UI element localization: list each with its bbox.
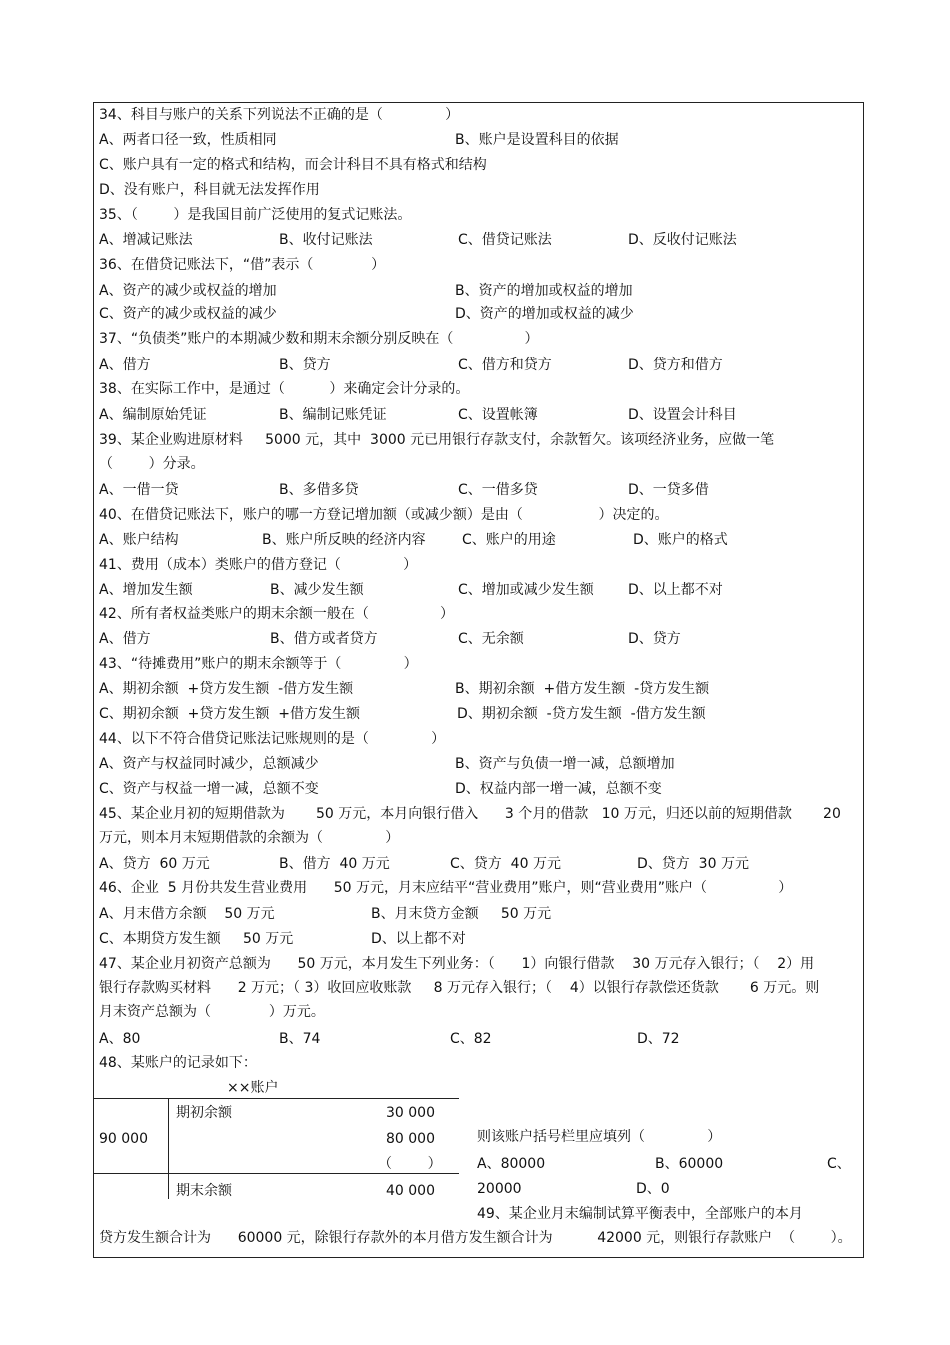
q42-option-b: B、借方或者贷方 [270,631,378,647]
q45-option-b: B、借方 40 万元 [279,856,390,872]
q37-stem: 37、“负债类”账户的本期减少数和期末余额分别反映在（ ） [99,331,539,347]
q36-option-b: B、资产的增加或权益的增加 [455,283,633,299]
q40-option-b: B、账户所反映的经济内容 [262,532,426,548]
q44-option-c: C、资产与权益一增一减，总额不变 [99,781,319,797]
closing-balance-label: 期末余额 [176,1183,232,1199]
q38-option-c: C、设置帐簿 [458,407,538,423]
q43-option-b: B、期初余额 +借方发生额 -贷方发生额 [455,681,710,697]
q34-option-b: B、账户是设置科目的依据 [455,132,619,148]
q44-option-b: B、资产与负债一增一减，总额增加 [455,756,675,772]
q40-stem: 40、在借贷记账法下，账户的哪一方登记增加额（或减少额）是由（ ）决定的。 [99,507,669,523]
closing-balance-amount: 40 000 [386,1183,435,1199]
q46-option-c: C、本期贷方发生额 50 万元 [99,931,294,947]
q38-option-b: B、编制记账凭证 [279,407,387,423]
q46-stem: 46、企业 5 月份共发生营业费用 50 万元，月末应结平“营业费用”账户，则“营业费用”账户（ ） [99,880,793,896]
q47-option-b: B、74 [279,1031,321,1047]
q39-option-a: A、一借一贷 [99,482,179,498]
q34-option-a: A、两者口径一致，性质相同 [99,132,277,148]
q47-stem-line-2: 银行存款购买材料 2 万元；（ 3）收回应收账款 8 万元存入银行；（ 4）以银行存款偿还货款 6 万元。则 [99,980,820,996]
q48-prompt: 则该账户括号栏里应填列（ ） [477,1129,722,1145]
q43-option-d: D、期初余额 -贷方发生额 -借方发生额 [457,706,706,722]
q36-stem: 36、在借贷记账法下，“借”表示（ ） [99,257,386,273]
q34-stem: 34、科目与账户的关系下列说法不正确的是（ ） [99,107,460,123]
q42-option-c: C、无余额 [458,631,524,647]
q47-option-d: D、72 [637,1031,680,1047]
opening-balance-label: 期初余额 [176,1105,232,1121]
q41-option-b: B、减少发生额 [270,582,364,598]
q47-option-c: C、82 [450,1031,492,1047]
opening-balance-amount: 30 000 [386,1105,435,1121]
q43-stem: 43、“待摊费用”账户的期末余额等于（ ） [99,656,418,672]
q40-option-c: C、账户的用途 [462,532,556,548]
q35-option-a: A、增减记账法 [99,232,193,248]
q37-option-b: B、贷方 [279,357,331,373]
q36-option-d: D、资产的增加或权益的减少 [455,306,634,322]
q42-stem: 42、所有者权益类账户的期末余额一般在（ ） [99,606,455,622]
q41-stem: 41、费用（成本）类账户的借方登记（ ） [99,557,418,573]
q41-option-a: A、增加发生额 [99,582,193,598]
t-account-center-rule [168,1098,169,1199]
q39-stem-line-2: （ ）分录。 [99,456,205,472]
q48-option-c-value: 20000 [477,1181,522,1197]
q48-option-b: B、60000 [655,1156,724,1172]
q44-option-a: A、资产与权益同时减少，总额减少 [99,756,319,772]
t-account-bottom-rule [93,1173,459,1174]
q46-option-b: B、月末贷方金额 50 万元 [371,906,552,922]
q37-option-a: A、借方 [99,357,151,373]
q41-option-d: D、以上都不对 [628,582,723,598]
q47-stem-line-1: 47、某企业月初资产总额为 50 万元，本月发生下列业务：（ 1）向银行借款 30 万元存入银行；（ 2）用 [99,956,815,972]
q35-option-d: D、反收付记账法 [628,232,737,248]
q39-option-c: C、一借多贷 [458,482,538,498]
credit-entry-amount: 80 000 [386,1131,435,1147]
q42-option-d: D、贷方 [628,631,681,647]
q38-option-d: D、设置会计科目 [628,407,737,423]
q48-option-d: D、0 [636,1181,670,1197]
q43-option-c: C、期初余额 +贷方发生额 +借方发生额 [99,706,361,722]
q40-option-a: A、账户结构 [99,532,179,548]
t-account-debit-amount: 90 000 [99,1131,148,1147]
q49-stem-line-1: 49、某企业月末编制试算平衡表中，全部账户的本月 [477,1206,803,1222]
q48-stem: 48、某账户的记录如下： [99,1055,257,1071]
q39-stem-line-1: 39、某企业购进原材料 5000 元，其中 3000 元已用银行存款支付，余款暂欠。该项经济业务，应做一笔 [99,432,775,448]
q45-option-c: C、贷方 40 万元 [450,856,561,872]
q46-option-a: A、月末借方余额 50 万元 [99,906,275,922]
q48-option-c: C、 [827,1156,851,1172]
q38-option-a: A、编制原始凭证 [99,407,207,423]
q47-option-a: A、80 [99,1031,141,1047]
q35-stem: 35、（ ）是我国目前广泛使用的复式记账法。 [99,207,412,223]
q34-option-c: C、账户具有一定的格式和结构，而会计科目不具有格式和结构 [99,157,487,173]
q40-option-d: D、账户的格式 [633,532,728,548]
q47-stem-line-3: 月末资产总额为（ ）万元。 [99,1004,325,1020]
t-account-top-rule [93,1098,459,1099]
q44-option-d: D、权益内部一增一减，总额不变 [455,781,662,797]
q36-option-c: C、资产的减少或权益的减少 [99,306,277,322]
blank-entry: （ ） [378,1156,442,1172]
q34-option-d: D、没有账户，科目就无法发挥作用 [99,182,320,198]
q44-stem: 44、以下不符合借贷记账法记账规则的是（ ） [99,731,446,747]
q46-option-d: D、以上都不对 [371,931,466,947]
q45-stem-line-1: 45、某企业月初的短期借款为 50 万元，本月向银行借入 3 个月的借款 10 万元，归还以前的短期借款 20 [99,806,841,822]
q43-option-a: A、期初余额 +贷方发生额 -借方发生额 [99,681,354,697]
q37-option-d: D、贷方和借方 [628,357,723,373]
q42-option-a: A、借方 [99,631,151,647]
q36-option-a: A、资产的减少或权益的增加 [99,283,277,299]
q48-option-a: A、80000 [477,1156,546,1172]
q35-option-b: B、收付记账法 [279,232,373,248]
q45-stem-line-2: 万元，则本月末短期借款的余额为（ ） [99,830,400,846]
q37-option-c: C、借方和贷方 [458,357,552,373]
q49-stem-line-2: 贷方发生额合计为 60000 元，除银行存款外的本月借方发生额合计为 42000 元，则银行存款账户 （ ）。 [99,1230,852,1246]
q45-option-d: D、贷方 30 万元 [637,856,749,872]
t-account-title: ××账户 [227,1080,279,1096]
q38-stem: 38、在实际工作中，是通过（ ）来确定会计分录的。 [99,381,470,397]
q39-option-d: D、一贷多借 [628,482,709,498]
q39-option-b: B、多借多贷 [279,482,359,498]
q35-option-c: C、借贷记账法 [458,232,552,248]
q45-option-a: A、贷方 60 万元 [99,856,210,872]
q41-option-c: C、增加或减少发生额 [458,582,594,598]
